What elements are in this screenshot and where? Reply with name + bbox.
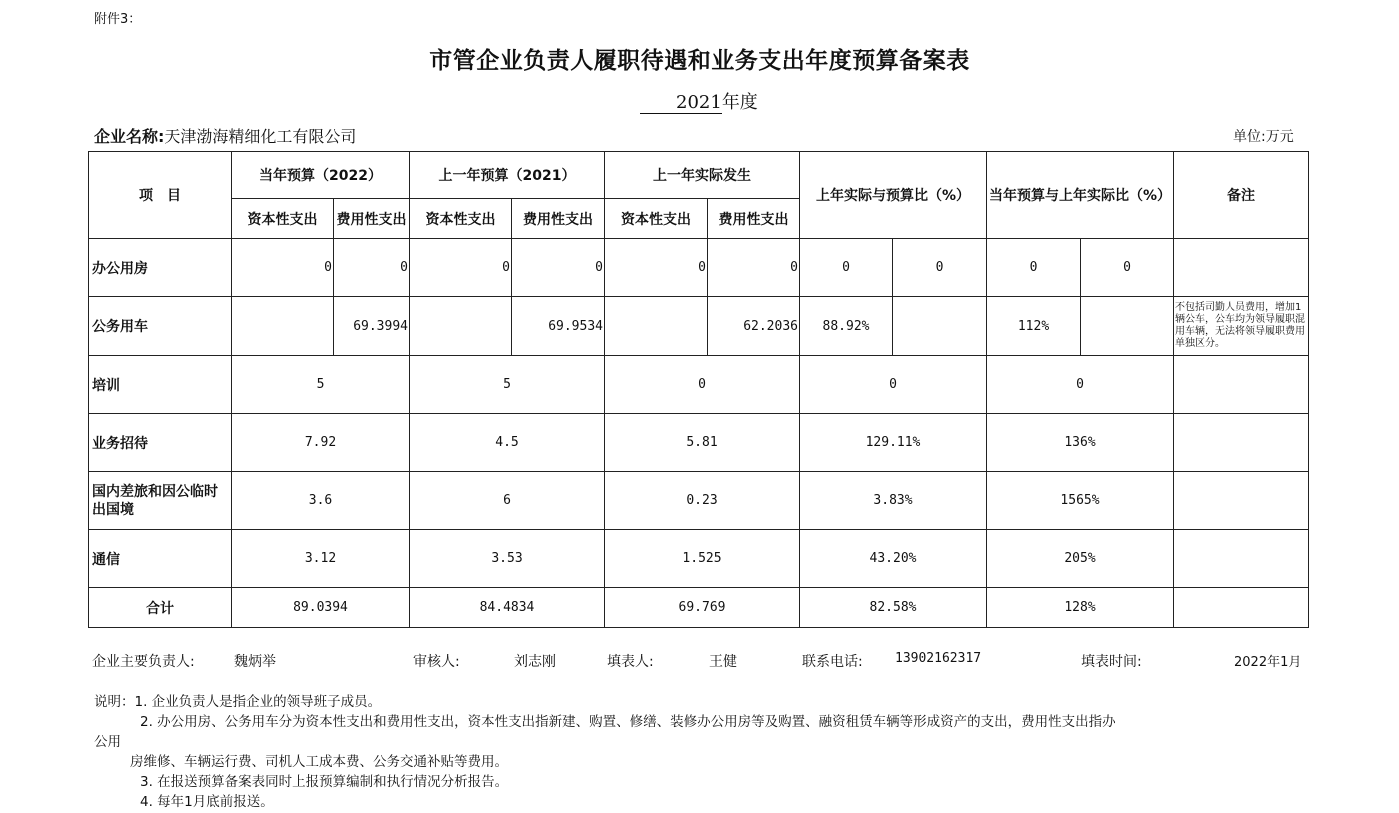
header-expense: 费用性支出	[708, 199, 800, 239]
year-suffix: 年度	[721, 92, 758, 113]
header-prev-actual: 上一年实际发生	[605, 152, 800, 199]
cell-value: 0	[1081, 239, 1174, 297]
header-prev-budget: 上一年预算（2021）	[410, 152, 605, 199]
cell-value: 5	[410, 356, 605, 414]
cell-value: 0	[708, 239, 800, 297]
company-line	[94, 124, 356, 147]
cell-value: 0	[987, 239, 1081, 297]
cell-value: 0	[987, 356, 1174, 414]
cell-value: 0	[232, 239, 334, 297]
filler-label: 填表人:	[607, 654, 654, 670]
cell-value: 0	[605, 239, 708, 297]
budget-table	[88, 151, 1309, 628]
table-row-office	[89, 239, 1309, 297]
cell-value: 0	[512, 239, 605, 297]
row-label: 办公用房	[89, 239, 232, 297]
header-expense: 费用性支出	[334, 199, 410, 239]
cell-remark	[1174, 356, 1309, 414]
row-label: 培训	[89, 356, 232, 414]
cell-value: 89.0394	[232, 588, 410, 628]
note-line-4: 3. 在报送预算备案表同时上报预算编制和执行情况分析报告。	[140, 774, 509, 790]
cell-value: 0	[800, 239, 893, 297]
row-label: 公务用车	[89, 297, 232, 356]
cell-value: 84.4834	[410, 588, 605, 628]
header-ratio-prev: 上年实际与预算比（%）	[800, 152, 987, 239]
attachment-label: 附件3：	[94, 12, 142, 27]
header-capital: 资本性支出	[605, 199, 708, 239]
cell-value: 0	[410, 239, 512, 297]
table-row	[89, 530, 1309, 588]
cell-value: 1565%	[987, 472, 1174, 530]
row-label: 国内差旅和因公临时出国境	[89, 472, 232, 530]
cell-value: 205%	[987, 530, 1174, 588]
cell-value	[1081, 297, 1174, 356]
cell-value: 0	[605, 356, 800, 414]
cell-value: 129.11%	[800, 414, 987, 472]
header-remark: 备注	[1174, 152, 1309, 239]
header-expense: 费用性支出	[512, 199, 605, 239]
leader-label: 企业主要负责人:	[92, 654, 195, 670]
cell-value: 7.92	[232, 414, 410, 472]
cell-value: 5.81	[605, 414, 800, 472]
table-row	[89, 472, 1309, 530]
cell-value: 3.83%	[800, 472, 987, 530]
row-label: 通信	[89, 530, 232, 588]
phone-value: 13902162317	[895, 651, 982, 666]
cell-value: 3.53	[410, 530, 605, 588]
row-label: 业务招待	[89, 414, 232, 472]
note-line-1: 说明：1. 企业负责人是指企业的领导班子成员。	[94, 694, 382, 710]
filler-name: 王健	[709, 654, 737, 670]
header-ratio-curr: 当年预算与上年实际比（%）	[987, 152, 1174, 239]
cell-value: 0.23	[605, 472, 800, 530]
cell-value: 69.9534	[512, 297, 605, 356]
cell-value: 82.58%	[800, 588, 987, 628]
page-title: 市管企业负责人履职待遇和业务支出年度预算备案表	[429, 47, 970, 74]
cell-value	[893, 297, 987, 356]
cell-value: 3.6	[232, 472, 410, 530]
header-capital: 资本性支出	[232, 199, 334, 239]
leader-name: 魏炳举	[234, 654, 276, 670]
note-line-5: 4. 每年1月底前报送。	[140, 794, 274, 810]
cell-value	[605, 297, 708, 356]
cell-value	[232, 297, 334, 356]
cell-value: 0	[334, 239, 410, 297]
company-label: 企业名称:	[94, 127, 165, 146]
cell-value: 136%	[987, 414, 1174, 472]
report-year	[640, 88, 758, 114]
header-item: 项 目	[89, 152, 232, 239]
cell-value: 112%	[987, 297, 1081, 356]
cell-value: 128%	[987, 588, 1174, 628]
cell-value: 0	[893, 239, 987, 297]
cell-remark	[1174, 239, 1309, 297]
cell-value: 88.92%	[800, 297, 893, 356]
cell-value: 62.2036	[708, 297, 800, 356]
header-capital: 资本性支出	[410, 199, 512, 239]
date-value: 2022年1月	[1234, 655, 1302, 670]
cell-remark	[1174, 414, 1309, 472]
table-row	[89, 414, 1309, 472]
phone-label: 联系电话:	[802, 654, 863, 670]
cell-value: 5	[232, 356, 410, 414]
table-row-car	[89, 297, 1309, 356]
cell-value: 6	[410, 472, 605, 530]
cell-value: 69.769	[605, 588, 800, 628]
cell-value: 69.3994	[334, 297, 410, 356]
header-current-budget: 当年预算（2022）	[232, 152, 410, 199]
year-value: 2021	[676, 92, 722, 113]
row-label-total: 合计	[89, 588, 232, 628]
cell-remark	[1174, 588, 1309, 628]
cell-remark: 不包括司勤人员费用，增加1辆公车，公车均为领导履职混用车辆，无法将领导履职费用单独区分。	[1174, 297, 1309, 356]
cell-value: 43.20%	[800, 530, 987, 588]
cell-value: 0	[800, 356, 987, 414]
cell-value: 3.12	[232, 530, 410, 588]
reviewer-label: 审核人:	[413, 654, 460, 670]
cell-value: 1.525	[605, 530, 800, 588]
company-name: 天津渤海精细化工有限公司	[164, 127, 357, 146]
unit-label: 单位:万元	[1233, 129, 1294, 145]
reviewer-name: 刘志刚	[514, 654, 556, 670]
cell-value: 4.5	[410, 414, 605, 472]
cell-value	[410, 297, 512, 356]
note-line-3: 房维修、车辆运行费、司机人工成本费、公务交通补贴等费用。	[130, 754, 508, 770]
note-line-2: 2. 办公用房、公务用车分为资本性支出和费用性支出，资本性支出指新建、购置、修缮、装修办公用房等及购置、融资租赁车辆等形成资产的支出，费用性支出指办	[140, 714, 1116, 730]
date-label: 填表时间:	[1081, 654, 1142, 670]
cell-remark	[1174, 472, 1309, 530]
table-row-total	[89, 588, 1309, 628]
cell-remark	[1174, 530, 1309, 588]
table-row	[89, 356, 1309, 414]
note-line-2b: 公用	[94, 734, 121, 750]
